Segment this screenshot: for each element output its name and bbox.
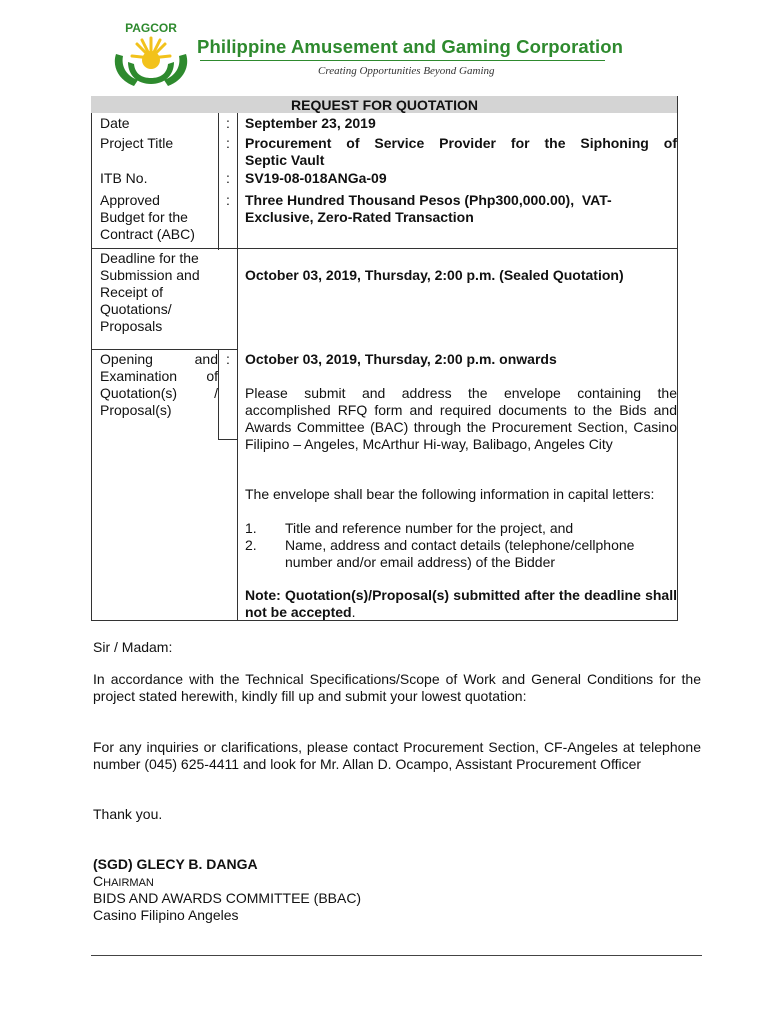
itb-label: ITB No. [100,170,148,186]
table-border-right [677,96,678,620]
header-divider [200,60,605,61]
submission-instructions: Please submit and address the envelope containing the accomplished RFQ form and required documents to the Bids and Awards Committee (BAC) through the Procurement Section, Casino Filipino – Angeles, McArthur Hi-way, Balibago, Angeles City [245,385,677,452]
paragraph-instructions: In accordance with the Technical Specifications/Scope of Work and General Conditions for the project stated herewith, kindly fill up and submit your lowest quotation: [93,671,701,704]
table-border-left [91,113,92,620]
tagline: Creating Opportunities Beyond Gaming [318,65,495,77]
opening-label-line2: Examination of [100,368,218,384]
deadline-label-line5: Proposals [100,318,163,334]
table-divider-2 [237,113,238,620]
abc-label-line3: Contract (ABC) [100,226,195,242]
table-divider-opening [218,350,219,440]
list-item-2: Name, address and contact details (telephone/cellphone number and/or email address) of the Bidder [285,537,635,570]
salutation: Sir / Madam: [93,639,173,655]
list-item-1-number: 1. [245,520,257,536]
rfq-title: REQUEST FOR QUOTATION [291,97,478,113]
project-title-value-line1: Procurement of Service Provider for the Siphoning of [245,135,677,151]
deadline-label-line1: Deadline for the [100,250,199,266]
organization-name: Philippine Amusement and Gaming Corporation [197,36,624,57]
opening-label-line4: Proposal(s) [100,402,172,418]
deadline-value: October 03, 2019, Thursday, 2:00 p.m. (Sealed Quotation) [245,267,624,283]
note-period: . [351,604,356,620]
footer-divider [91,955,702,956]
colon: : [226,135,230,151]
colon: : [226,192,230,208]
pagcor-logo [106,18,196,90]
abc-value-line2: Exclusive, Zero-Rated Transaction [245,209,474,225]
colon: : [226,170,230,186]
project-title-value-line2: Septic Vault [245,152,325,168]
envelope-instructions: The envelope shall bear the following information in capital letters: [245,486,655,502]
row-separator-small [218,439,238,440]
abc-value-line1: Three Hundred Thousand Pesos (Php300,000.00), VAT- [245,192,612,208]
date-label: Date [100,115,130,131]
row-separator-abc [91,248,678,249]
signatory-name: (SGD) GLECY B. DANGA [93,856,258,872]
deadline-label-line4: Quotations/ [100,301,172,317]
paragraph-inquiries: For any inquiries or clarifications, please contact Procurement Section, CF-Angeles at telephone number (045) 625-4411 and look for Mr. Allan D. Ocampo, Assistant Procurement Officer [93,739,701,772]
signatory-title-rest: HAIRMAN [103,877,154,889]
opening-label-line1: Opening and [100,351,218,367]
date-value: September 23, 2019 [245,115,376,131]
abc-label-line2: Budget for the [100,209,188,225]
opening-label-line3: Quotation(s) / [100,385,218,401]
colon: : [226,351,230,367]
deadline-note [245,587,677,621]
itb-value: SV19-08-018ANGa-09 [245,170,387,186]
office-name: Casino Filipino Angeles [93,907,239,923]
row-separator-deadline [91,349,238,350]
deadline-label-line3: Receipt of [100,284,164,300]
deadline-label-line2: Submission and [100,267,200,283]
list-item-1: Title and reference number for the project, and [285,520,574,536]
deadline-note-text: Note: Quotation(s)/Proposal(s) submitted after the deadline shall not be accepted [245,587,677,620]
opening-value: October 03, 2019, Thursday, 2:00 p.m. onwards [245,351,557,367]
project-title-label: Project Title [100,135,174,151]
signatory-title-initial: C [93,873,104,889]
table-divider-1 [218,113,219,250]
colon: : [226,115,230,131]
committee-name: BIDS AND AWARDS COMMITTEE (BBAC) [93,890,362,906]
list-item-2-number: 2. [245,537,257,553]
abc-label-line1: Approved [100,192,160,208]
logo-text: PAGCOR [125,21,177,35]
closing-thanks: Thank you. [93,806,163,822]
